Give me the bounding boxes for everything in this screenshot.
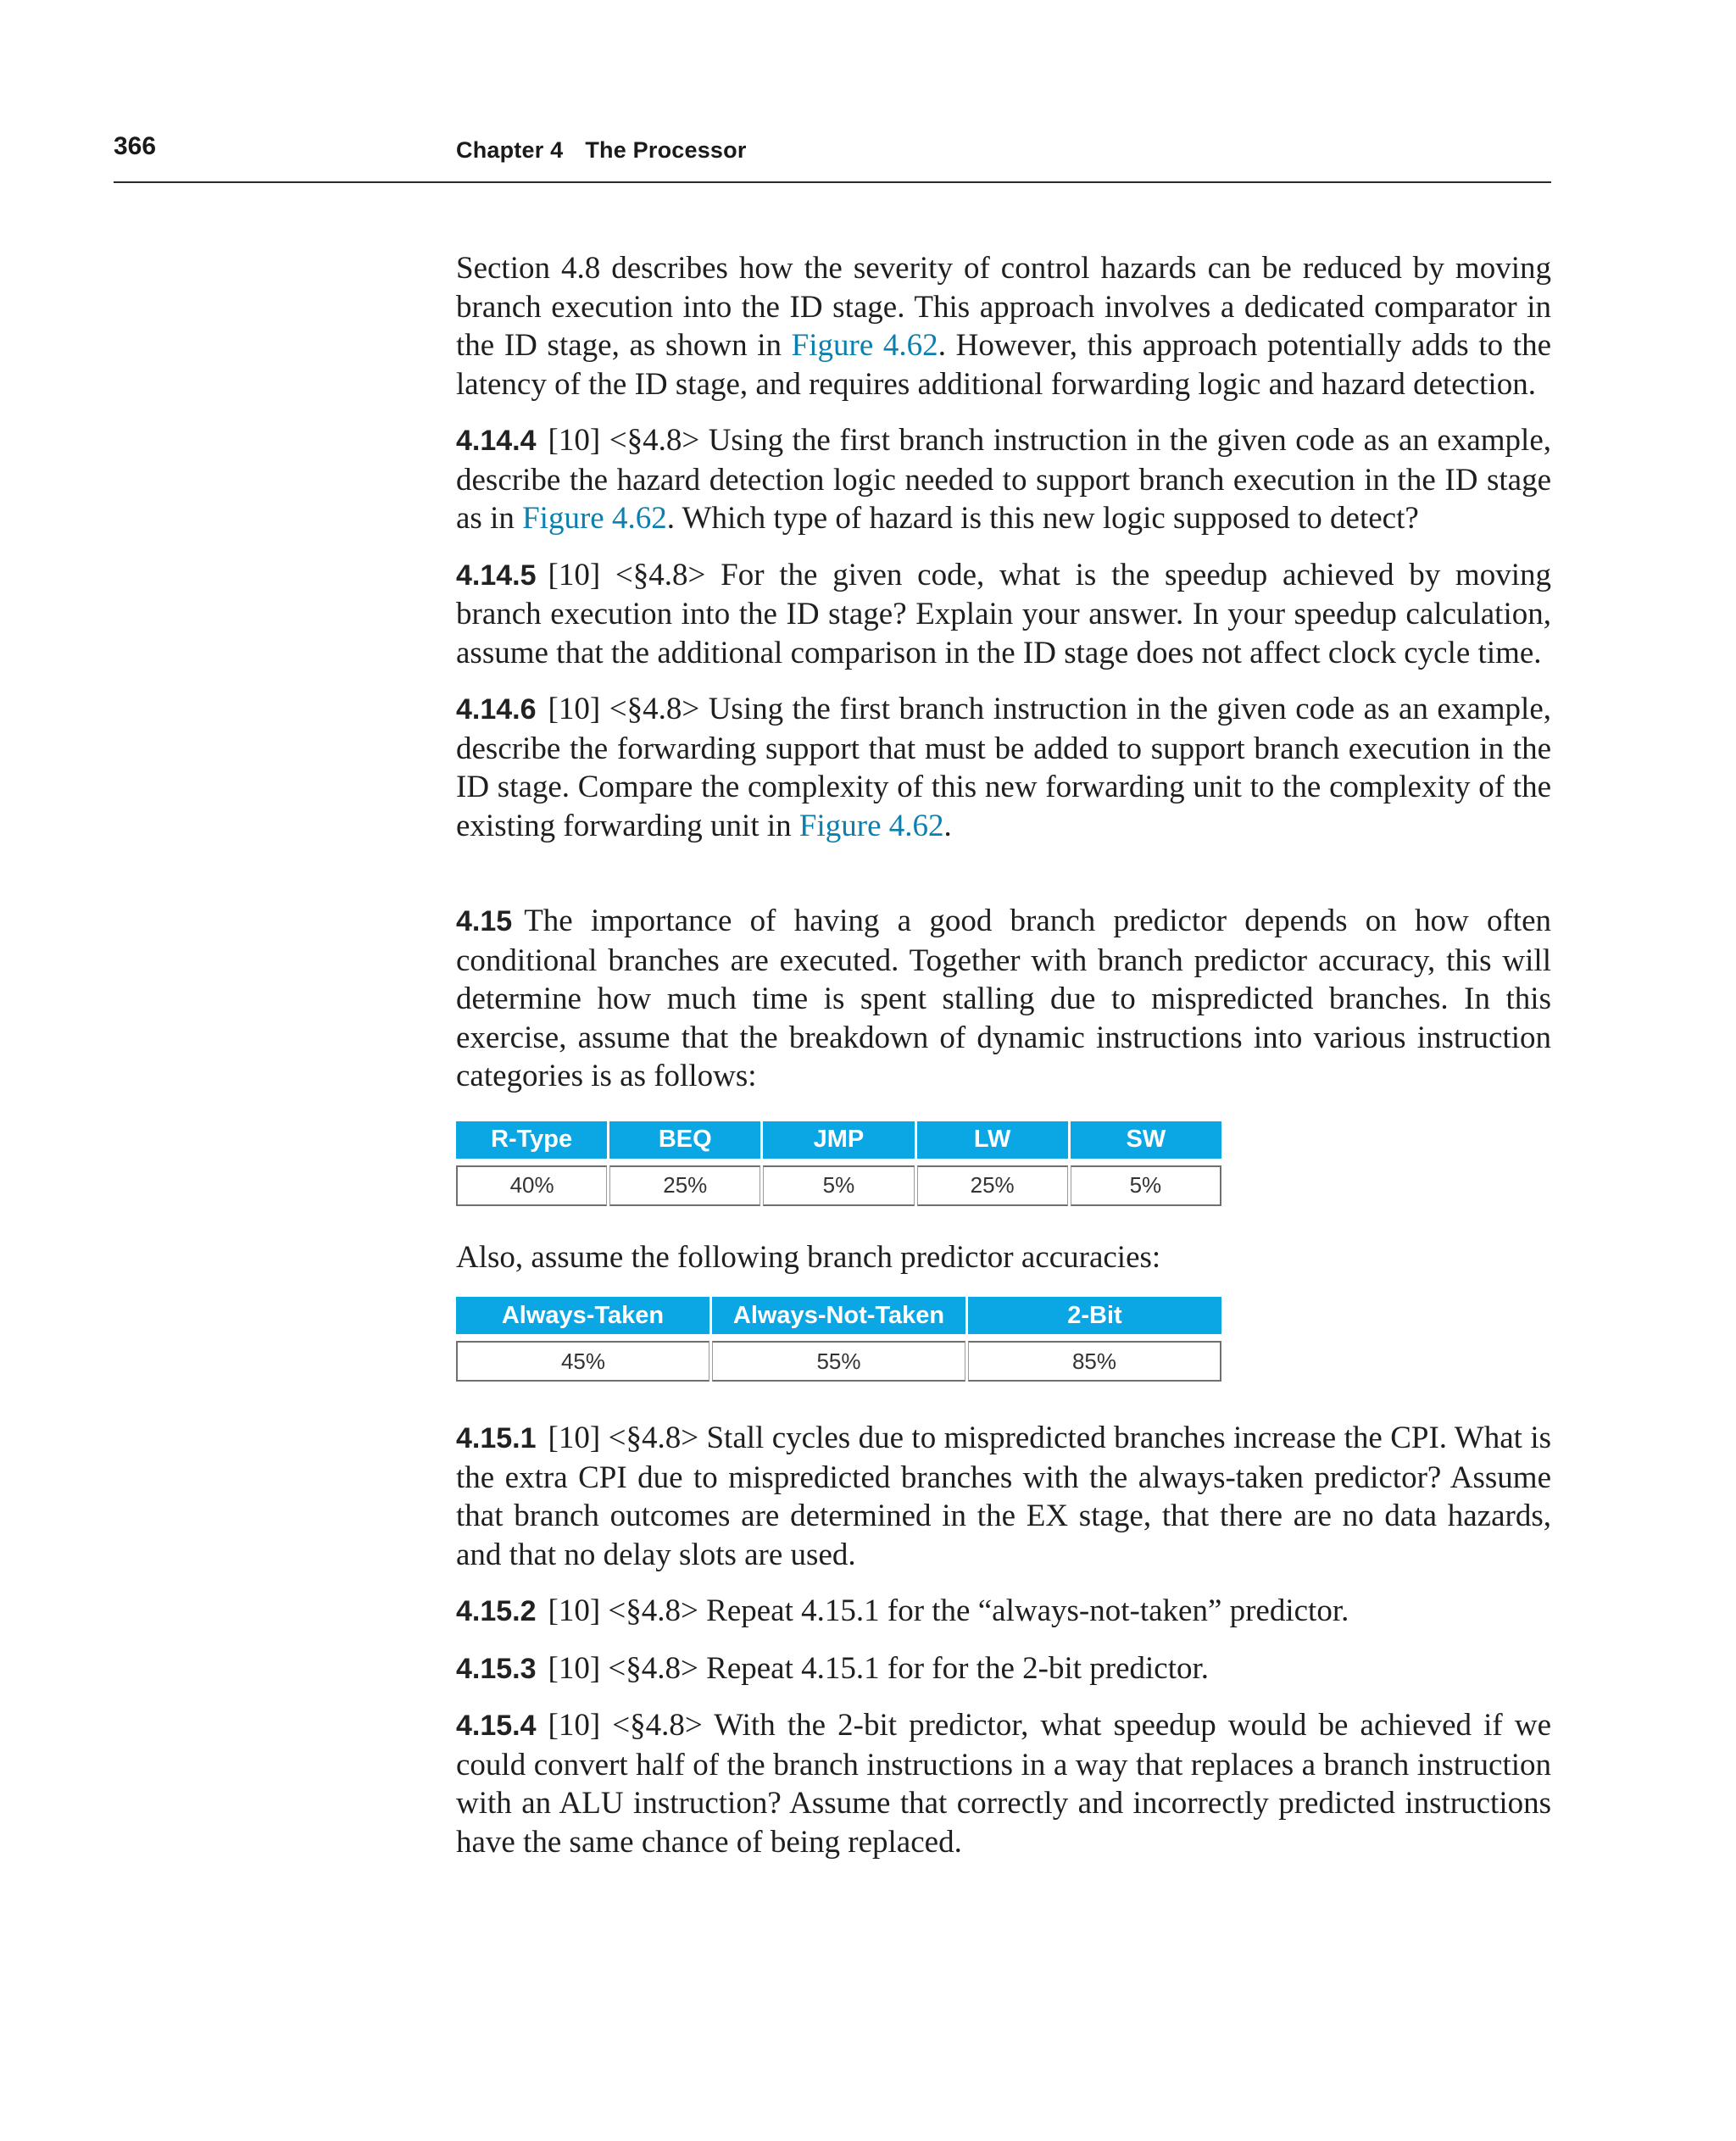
table-cell: 25% bbox=[917, 1165, 1068, 1206]
page-header bbox=[114, 127, 1551, 183]
exercise-number: 4.14.4 bbox=[456, 425, 537, 457]
figure-link[interactable]: Figure 4.62 bbox=[791, 328, 938, 363]
predictor-accuracy-table-wrap bbox=[456, 1297, 1551, 1382]
table-row bbox=[456, 1165, 1221, 1206]
exercise-text: [10] <§4.8> Stall cycles due to mispredicted branches increase the CPI. What is the extra CPI due to mispredicted branches with the always-taken predictor? Assume that branch outcomes are determined in the EX stage, that there are no data hazards, and that no delay slots are used. bbox=[456, 1421, 1551, 1572]
accuracy-intro: Also, assume the following branch predictor accuracies: bbox=[456, 1239, 1161, 1275]
exercise-4-14-5 bbox=[456, 556, 1551, 673]
table-spacer bbox=[456, 1159, 1221, 1165]
table-cell: 5% bbox=[763, 1165, 914, 1206]
page-number: 366 bbox=[114, 132, 157, 160]
exercise-text: The importance of having a good branch predictor depends on how often conditional branches are executed. Together with branch predictor accuracy, this will determine how much time is spent stalling due to mispredicted branches. In this exercise, assume that the breakdown of dynamic instructions into various instruction categories is as follows: bbox=[456, 904, 1551, 1093]
exercise-4-15-2 bbox=[456, 1592, 1551, 1632]
figure-link[interactable]: Figure 4.62 bbox=[798, 808, 944, 843]
intro-text-1: Section 4.8 describes how the severity of control hazards can be reduced by moving branch execution into the ID stage. This approach involves a dedicated comparator in the ID stage, as shown in bbox=[456, 251, 1551, 363]
exercise-text-1: [10] <§4.8> Using the first branch instruction in the given code as an example, describe the forwarding support that must be added to support branch execution in the ID stage. Compare the complexity of this new forwarding unit to the complexity of the existing forwarding unit in bbox=[456, 692, 1551, 843]
table-cell: 25% bbox=[609, 1165, 760, 1206]
exercise-4-14-6 bbox=[456, 690, 1551, 845]
exercise-number: 4.15.3 bbox=[456, 1652, 537, 1685]
exercise-4-15-4 bbox=[456, 1706, 1551, 1861]
exercise-text: [10] <§4.8> Repeat 4.15.1 for for the 2-bit predictor. bbox=[548, 1650, 1210, 1686]
table-cell: 55% bbox=[712, 1341, 965, 1382]
chapter-label: Chapter 4 bbox=[456, 137, 564, 163]
exercise-number: 4.14.6 bbox=[456, 693, 537, 726]
table-cell: 85% bbox=[968, 1341, 1221, 1382]
table-header-cell: LW bbox=[917, 1121, 1068, 1159]
table-header-cell: Always-Taken bbox=[456, 1297, 709, 1334]
table-cell: 40% bbox=[456, 1165, 607, 1206]
instruction-mix-table bbox=[453, 1121, 1224, 1206]
exercise-4-15-3 bbox=[456, 1649, 1551, 1689]
table-spacer bbox=[456, 1334, 1221, 1341]
exercise-number: 4.15 bbox=[456, 905, 513, 937]
exercise-number: 4.15.2 bbox=[456, 1595, 537, 1627]
table-header-cell: BEQ bbox=[609, 1121, 760, 1159]
exercise-text: [10] <§4.8> With the 2-bit predictor, what speedup would be achieved if we could convert half of the branch instructions in a way that replaces a branch instruction with an ALU instruction? Assume that correctly and incorrectly predicted instructions have the same chance of being replaced. bbox=[456, 1708, 1551, 1860]
exercise-number: 4.15.1 bbox=[456, 1422, 537, 1454]
intro-text-2: . However, this approach potentially adds to the latency of the ID stage, and requires additional forwarding logic and hazard detection. bbox=[456, 328, 1551, 402]
page-body bbox=[456, 249, 1551, 1861]
table-header-cell: SW bbox=[1071, 1121, 1221, 1159]
table-header-cell: Always-Not-Taken bbox=[712, 1297, 965, 1334]
table-header-cell: JMP bbox=[763, 1121, 914, 1159]
table-cell: 5% bbox=[1071, 1165, 1221, 1206]
intro-paragraph bbox=[456, 249, 1551, 403]
exercise-text-2: . Which type of hazard is this new logic supposed to detect? bbox=[666, 501, 1419, 536]
exercise-text: [10] <§4.8> For the given code, what is the speedup achieved by moving branch execution into the ID stage? Explain your answer. In your speedup calculation, assume that the additional comparison in the ID stage does not affect clock cycle time. bbox=[456, 557, 1551, 670]
exercise-4-15 bbox=[456, 902, 1551, 1096]
exercise-text-2: . bbox=[943, 808, 952, 843]
instruction-mix-table-wrap bbox=[456, 1121, 1551, 1206]
predictor-accuracy-table bbox=[453, 1297, 1224, 1382]
table-header-row bbox=[456, 1297, 1221, 1334]
table-row bbox=[456, 1341, 1221, 1382]
table-header-cell: R-Type bbox=[456, 1121, 607, 1159]
running-head bbox=[456, 137, 747, 164]
table-cell: 45% bbox=[456, 1341, 709, 1382]
exercise-4-14-4 bbox=[456, 421, 1551, 538]
table-header-row bbox=[456, 1121, 1221, 1159]
exercise-number: 4.14.5 bbox=[456, 559, 537, 592]
exercise-4-15-1 bbox=[456, 1419, 1551, 1574]
chapter-title: The Processor bbox=[585, 137, 747, 163]
exercise-text-1: [10] <§4.8> Using the first branch instruction in the given code as an example, describe the hazard detection logic needed to support branch execution in the ID stage as in bbox=[456, 423, 1551, 536]
exercise-number: 4.15.4 bbox=[456, 1710, 537, 1742]
exercise-text: [10] <§4.8> Repeat 4.15.1 for the “always-not-taken” predictor. bbox=[548, 1593, 1349, 1628]
table-header-cell: 2-Bit bbox=[968, 1297, 1221, 1334]
figure-link[interactable]: Figure 4.62 bbox=[522, 501, 667, 536]
